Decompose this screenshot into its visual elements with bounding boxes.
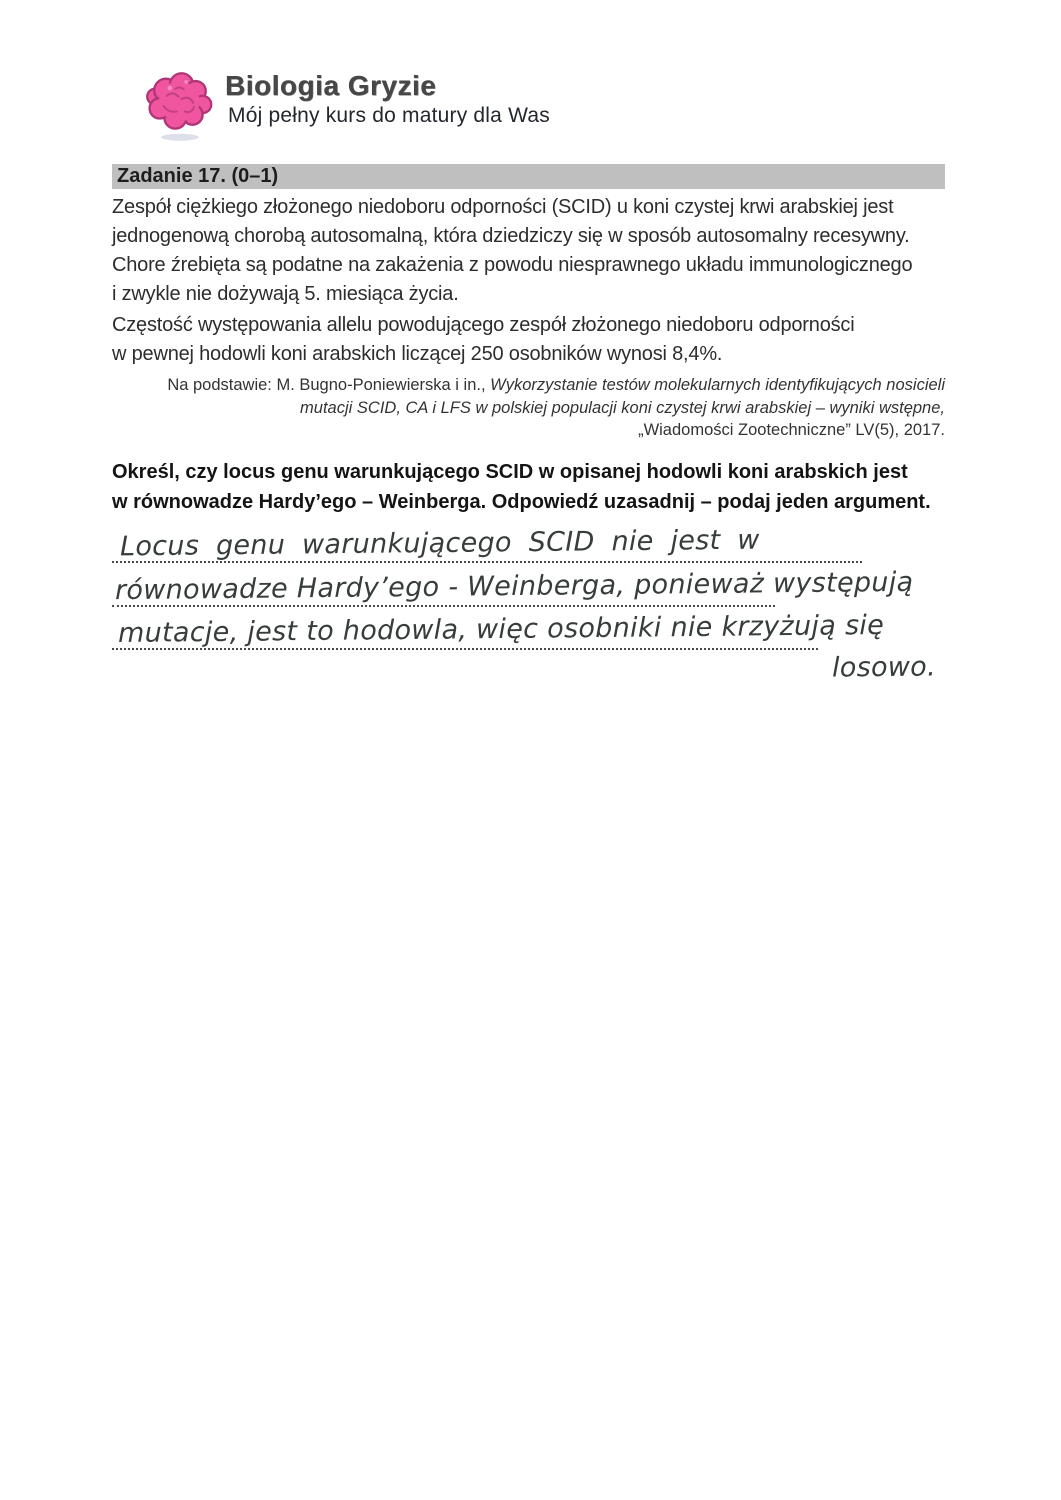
citation-line xyxy=(112,374,945,397)
paragraph-line: Zespół ciężkiego złożonego niedoboru odporności (SCID) u koni czystej krwi arabskiej jest xyxy=(112,196,894,218)
citation-title-part2: mutacji SCID, CA i LFS w polskiej populacji koni czystej krwi arabskiej – wyniki wstępne, xyxy=(300,398,945,417)
paragraph-line: Chore źrebięta są podatne na zakażenia z powodu niesprawnego układu immunologicznego xyxy=(112,254,913,276)
answer-rule-3 xyxy=(112,648,818,650)
citation-prefix: Na podstawie: M. Bugno-Poniewierska i in., xyxy=(167,376,491,394)
paragraph-line: i zwykle nie dożywają 5. miesiąca życia. xyxy=(112,283,459,305)
answer-rule-1 xyxy=(112,561,862,563)
handwritten-answer-line-4: losowo. xyxy=(831,651,937,684)
handwritten-answer-line-3: mutacje, jest to hodowla, więc osobniki nie krzyżują się xyxy=(117,609,885,650)
brain-icon xyxy=(141,68,219,144)
paragraph-line: jednogenową chorobą autosomalną, która dziedziczy się w sposób autosomalny recesywny. xyxy=(112,225,910,247)
task-title: Zadanie 17. (0–1) xyxy=(117,165,279,187)
task-header-bar xyxy=(112,164,945,189)
answer-rule-2 xyxy=(112,605,775,607)
task-paragraph-2 xyxy=(112,311,961,369)
task-question xyxy=(112,458,961,517)
handwritten-answer-line-2: równowadze Hardy’ego - Weinberga, ponieważ występują xyxy=(114,566,914,607)
paragraph-line: w pewnej hodowli koni arabskich liczącej 250 osobników wynosi 8,4%. xyxy=(112,343,723,365)
task-paragraph-1 xyxy=(112,193,961,309)
brand-title: Biologia Gryzie xyxy=(225,70,437,101)
brand-subtitle: Mój pełny kurs do matury dla Was xyxy=(228,104,550,127)
paragraph-line: Częstość występowania allelu powodującego zespół złożonego niedoboru odporności xyxy=(112,314,855,336)
citation-title-part1: Wykorzystanie testów molekularnych identyfikujących nosicieli xyxy=(490,376,945,394)
handwritten-answer-line-1: Locus genu warunkującego SCID nie jest w xyxy=(119,524,760,563)
source-citation xyxy=(112,374,945,442)
question-line: w równowadze Hardy’ego – Weinberga. Odpowiedź uzasadnij – podaj jeden argument. xyxy=(112,490,931,513)
citation-journal: „Wiadomości Zootechniczne” LV(5), 2017. xyxy=(638,421,945,439)
question-line: Określ, czy locus genu warunkującego SCID w opisanej hodowli koni arabskich jest xyxy=(112,461,908,483)
